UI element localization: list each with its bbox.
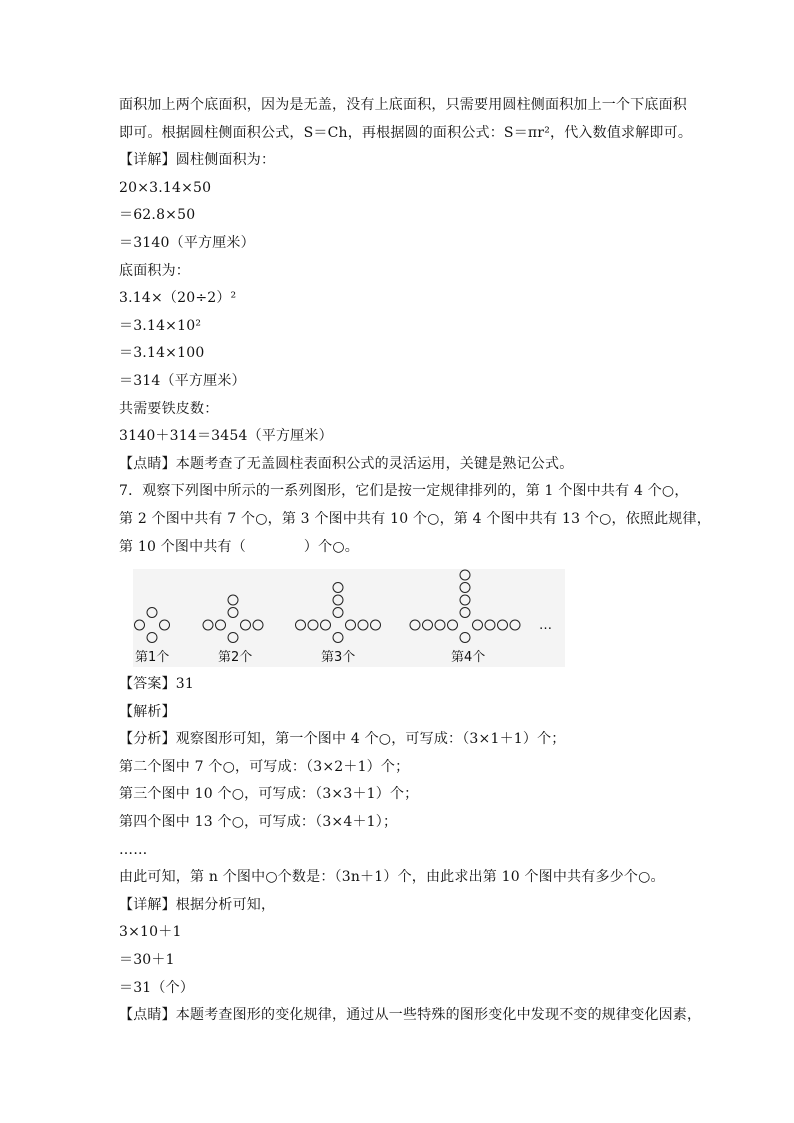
text-line: ＝314（平方厘米）: [119, 372, 246, 389]
text-line: ＝3.14×10²: [119, 317, 202, 334]
pattern-circle: [333, 583, 343, 593]
figure-label-4: 第4个: [451, 650, 486, 666]
pattern-circle: [510, 620, 520, 630]
pattern-circle: [448, 620, 458, 630]
text-line: 【点睛】本题考查了无盖圆柱表面积公式的灵活运用，关键是熟记公式。: [119, 455, 574, 472]
text-line: 【分析】观察图形可知，第一个图中 4 个○，可写成：（3×1＋1）个；: [119, 731, 566, 748]
figure-ellipsis: …: [539, 618, 552, 634]
question-before-blank: 第 10 个图中共有（: [119, 538, 246, 555]
pattern-circle: [371, 620, 381, 630]
pattern-circle: [216, 620, 226, 630]
pattern-circle: [460, 570, 470, 580]
text-line: 3.14×（20÷2）²: [119, 290, 237, 307]
text-line: 第四个图中 13 个○，可写成：（3×4＋1）；: [119, 814, 398, 831]
text-line: 第三个图中 10 个○，可写成：（3×3＋1）个；: [119, 786, 419, 803]
pattern-circle: [346, 620, 356, 630]
text-line: ＝62.8×50: [119, 207, 196, 224]
pattern-circle: [460, 608, 470, 618]
text-line: ＝3.14×100: [119, 345, 205, 362]
question-line: [119, 534, 689, 562]
text-line: 20×3.14×50: [119, 179, 212, 196]
pattern-circle: [333, 633, 343, 643]
text-line: 【答案】31: [119, 676, 195, 693]
solution-text-bottom: [119, 671, 702, 1030]
text-line: 3×10＋1: [119, 924, 182, 941]
pattern-circle: [296, 620, 306, 630]
pattern-circle: [460, 633, 470, 643]
pattern-figure-svg: [133, 569, 565, 667]
text-line: ＝31（个）: [119, 979, 195, 996]
pattern-circle: [333, 608, 343, 618]
pattern-figure: [133, 569, 565, 667]
text-line: 【详解】圆柱侧面积为：: [119, 152, 276, 169]
text-line: 【详解】根据分析可知，: [119, 896, 276, 913]
pattern-circles: [135, 570, 521, 643]
text-line: ……: [119, 841, 148, 858]
text-line: 【点睛】本题考查图形的变化规律，通过从一些特殊的图形变化中发现不变的规律变化因素，: [119, 1007, 702, 1024]
text-line: 共需要铁皮数：: [119, 400, 219, 417]
pattern-circle: [358, 620, 368, 630]
text-line: 由此可知，第 n 个图中○个数是：（3n＋1）个，由此求出第 10 个图中共有多少个○。: [119, 869, 665, 886]
text-line: ＝3140（平方厘米）: [119, 234, 255, 251]
question-line: 7．观察下列图中所示的一系列图形，它们是按一定规律排列的，第 1 个图中共有 4 个○，: [119, 483, 689, 500]
pattern-circle: [228, 633, 238, 643]
question-line: 第 2 个图中共有 7 个○，第 3 个图中共有 10 个○，第 4 个图中共有 13 个○，依照此规律，: [119, 510, 711, 527]
pattern-circle: [435, 620, 445, 630]
text-line: 【解析】: [119, 703, 176, 720]
pattern-circle: [333, 595, 343, 605]
pattern-circle: [135, 620, 145, 630]
figure-label-1: 第1个: [135, 650, 170, 666]
pattern-circle: [147, 633, 157, 643]
figure-label-2: 第2个: [218, 650, 253, 666]
pattern-circle: [485, 620, 495, 630]
pattern-circle: [228, 595, 238, 605]
pattern-circle: [160, 620, 170, 630]
pattern-circle: [423, 620, 433, 630]
text-line: ＝30＋1: [119, 952, 175, 969]
pattern-circle: [241, 620, 251, 630]
solution-text-top: [119, 92, 711, 561]
pattern-circle: [410, 620, 420, 630]
pattern-circle: [203, 620, 213, 630]
text-line: 第二个图中 7 个○，可写成：（3×2＋1）个；: [119, 758, 410, 775]
figure-label-3: 第3个: [321, 650, 356, 666]
pattern-circle: [253, 620, 263, 630]
pattern-circle: [308, 620, 318, 630]
text-line: 底面积为：: [119, 262, 190, 279]
pattern-circle: [498, 620, 508, 630]
pattern-circle: [460, 595, 470, 605]
pattern-circle: [321, 620, 331, 630]
pattern-circle: [228, 608, 238, 618]
pattern-circle: [147, 608, 157, 618]
text-line: 即可。根据圆柱侧面积公式，S＝Ch，再根据圆的面积公式：S＝πr²，代入数值求解即可。: [119, 124, 693, 141]
document-page: [119, 92, 711, 1030]
pattern-circle: [473, 620, 483, 630]
question-after-blank: ）个○。: [303, 538, 359, 555]
text-line: 3140＋314＝3454（平方厘米）: [119, 428, 333, 445]
pattern-circle: [460, 583, 470, 593]
text-line: 面积加上两个底面积，因为是无盖，没有上底面积，只需要用圆柱侧面积加上一个下底面积: [119, 97, 687, 113]
